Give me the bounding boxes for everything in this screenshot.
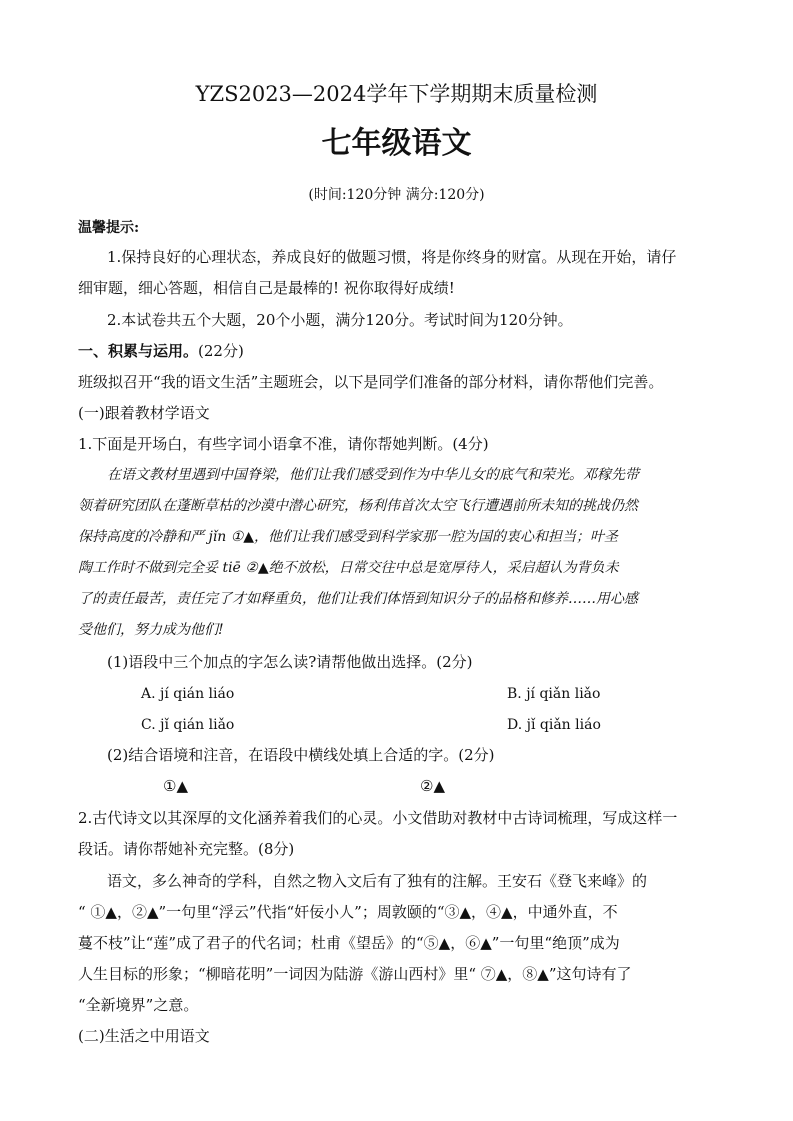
section1-score: (22分)	[198, 342, 244, 360]
tips-line-1: 1.保持良好的心理状态，养成良好的做题习惯，将是你终身的财富。从现在开始，请仔	[107, 248, 677, 266]
q2-stem-line-2: 段话。请你帮她补充完整。(8分)	[78, 840, 295, 858]
option-c: C. jǐ qián liǎo	[141, 717, 235, 733]
option-d: D. jǐ qiǎn liáo	[507, 717, 601, 733]
tips-line-2: 细审题，细心答题，相信自己是最棒的! 祝你取得好成绩!	[78, 279, 455, 297]
q1-passage-line: 陶工作时不做到完全妥 tiē ②▲绝不放松，日常交往中总是宽厚待人，采启超认为背负未	[78, 560, 619, 576]
q1-passage-line: 在语文教材里遇到中国脊梁，他们让我们感受到作为中华儿女的底气和荣光。邓稼先带	[107, 467, 639, 483]
q2-paragraph-line: “ ①▲，②▲”一句里“浮云”代指“奸佞小人”；周敦颐的“③▲，④▲，中通外直，不	[78, 903, 618, 921]
option-b: B. jí qiǎn liǎo	[507, 686, 601, 702]
q2-paragraph-line: 蔓不枝”让“莲”成了君子的代名词；杜甫《望岳》的“⑤▲，⑥▲”一句里“绝顶”成为	[78, 934, 620, 952]
q1-passage-line: 了的责任最苦，责任完了才如释重负，他们让我们体悟到知识分子的品格和修养……用心感	[78, 591, 638, 607]
part2-heading: (二)生活之中用语文	[78, 1027, 210, 1045]
section1-heading	[78, 341, 244, 361]
q1-passage-line: 领着研究团队在蓬断草枯的沙漠中潜心研究，杨利伟首次太空飞行遭遇前所未知的挑战仍然	[78, 498, 638, 514]
exam-title: YZS2023—2024学年下学期期末质量检测	[195, 82, 598, 106]
q1-passage-line: 受他们，努力成为他们!	[78, 622, 224, 638]
subject-title: 七年级语文	[321, 126, 472, 161]
option-a: A. jí qián liáo	[141, 686, 235, 702]
tips-label: 温馨提示:	[78, 220, 140, 236]
answer-blank-1: ①▲	[163, 777, 188, 795]
part1-heading: (一)跟着教材学语文	[78, 404, 210, 422]
q2-stem-line-1: 2.古代诗文以其深厚的文化涵养着我们的心灵。小文借助对教材中古诗词梳理，写成这样一	[78, 809, 678, 827]
q1-passage-line: 保持高度的冷静和严 jǐn ①▲，他们让我们感受到科学家那一腔为国的衷心和担当；叶圣	[78, 529, 619, 545]
q2-paragraph-line: 人生目标的形象；“柳暗花明”一词因为陆游《游山西村》里“ ⑦▲，⑧▲”这句诗有了	[78, 965, 632, 983]
time-info: (时间:120分钟 满分:120分)	[308, 187, 485, 203]
answer-blank-2: ②▲	[420, 777, 445, 795]
section1-title: 一、积累与运用。	[78, 342, 199, 360]
q1-sub1: (1)语段中三个加点的字怎么读?请帮他做出选择。(2分)	[107, 653, 473, 671]
q1-sub2: (2)结合语境和注音，在语段中横线处填上合适的字。(2分)	[107, 746, 495, 764]
section1-intro: 班级拟召开“我的语文生活”主题班会，以下是同学们准备的部分材料，请你帮他们完善。	[78, 373, 664, 391]
q1-stem: 1.下面是开场白，有些字词小语拿不准，请你帮她判断。(4分)	[78, 435, 489, 453]
tips-line-3: 2.本试卷共五个大题，20个小题，满分120分。考试时间为120分钟。	[107, 311, 573, 329]
q2-paragraph-line: “全新境界”之意。	[78, 996, 199, 1014]
q2-paragraph-line: 语文，多么神奇的学科，自然之物入文后有了独有的注解。王安石《登飞来峰》的	[107, 872, 648, 890]
